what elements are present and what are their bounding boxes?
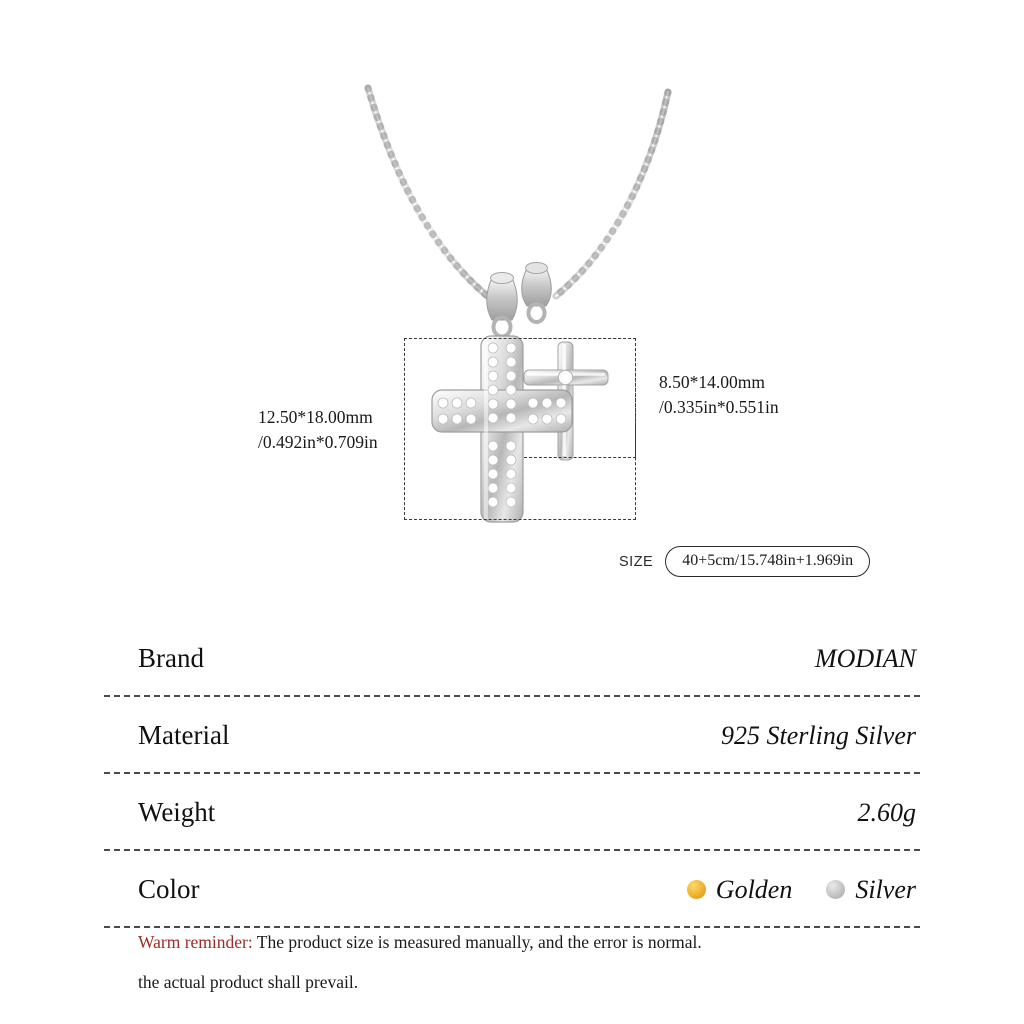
spec-key-material: Material [138,720,230,750]
warm-reminder-line1: The product size is measured manually, and the error is normal. [252,932,702,952]
dimension-large-line2: /0.492in*0.709in [258,432,378,452]
size-value-pill: 40+5cm/15.748in+1.969in [665,546,870,577]
color-option-golden[interactable] [687,875,793,905]
dimension-box-small-pendant [524,338,636,458]
spec-key-weight: Weight [138,797,216,827]
color-name-silver: Silver [855,874,916,904]
color-name-golden: Golden [715,874,793,904]
table-row [104,697,920,774]
dimension-small-line1: 8.50*14.00mm [659,372,765,392]
circle-swatch-silver-icon [826,880,845,899]
warm-reminder [138,922,938,1002]
specification-table [104,620,920,928]
table-row [104,774,920,851]
spec-value-material: 925 Sterling Silver [721,720,916,750]
size-label: SIZE [619,553,654,570]
color-option-silver[interactable] [826,875,916,905]
dimension-small-line2: /0.335in*0.551in [659,397,779,417]
dimension-label-large [258,405,378,455]
spec-key-color: Color [138,874,200,904]
spec-value-brand: MODIAN [814,643,916,673]
circle-swatch-gold-icon [687,880,706,899]
spec-value-color [687,875,920,905]
size-row [619,546,870,577]
dimension-label-small [659,370,779,420]
table-row [104,620,920,697]
warm-reminder-heading: Warm reminder: [138,932,253,952]
spec-key-brand: Brand [138,643,204,673]
dimension-large-line1: 12.50*18.00mm [258,407,373,427]
warm-reminder-line2: the actual product shall prevail. [138,972,359,992]
table-row-color [104,851,920,928]
spec-value-weight: 2.60g [857,797,916,827]
